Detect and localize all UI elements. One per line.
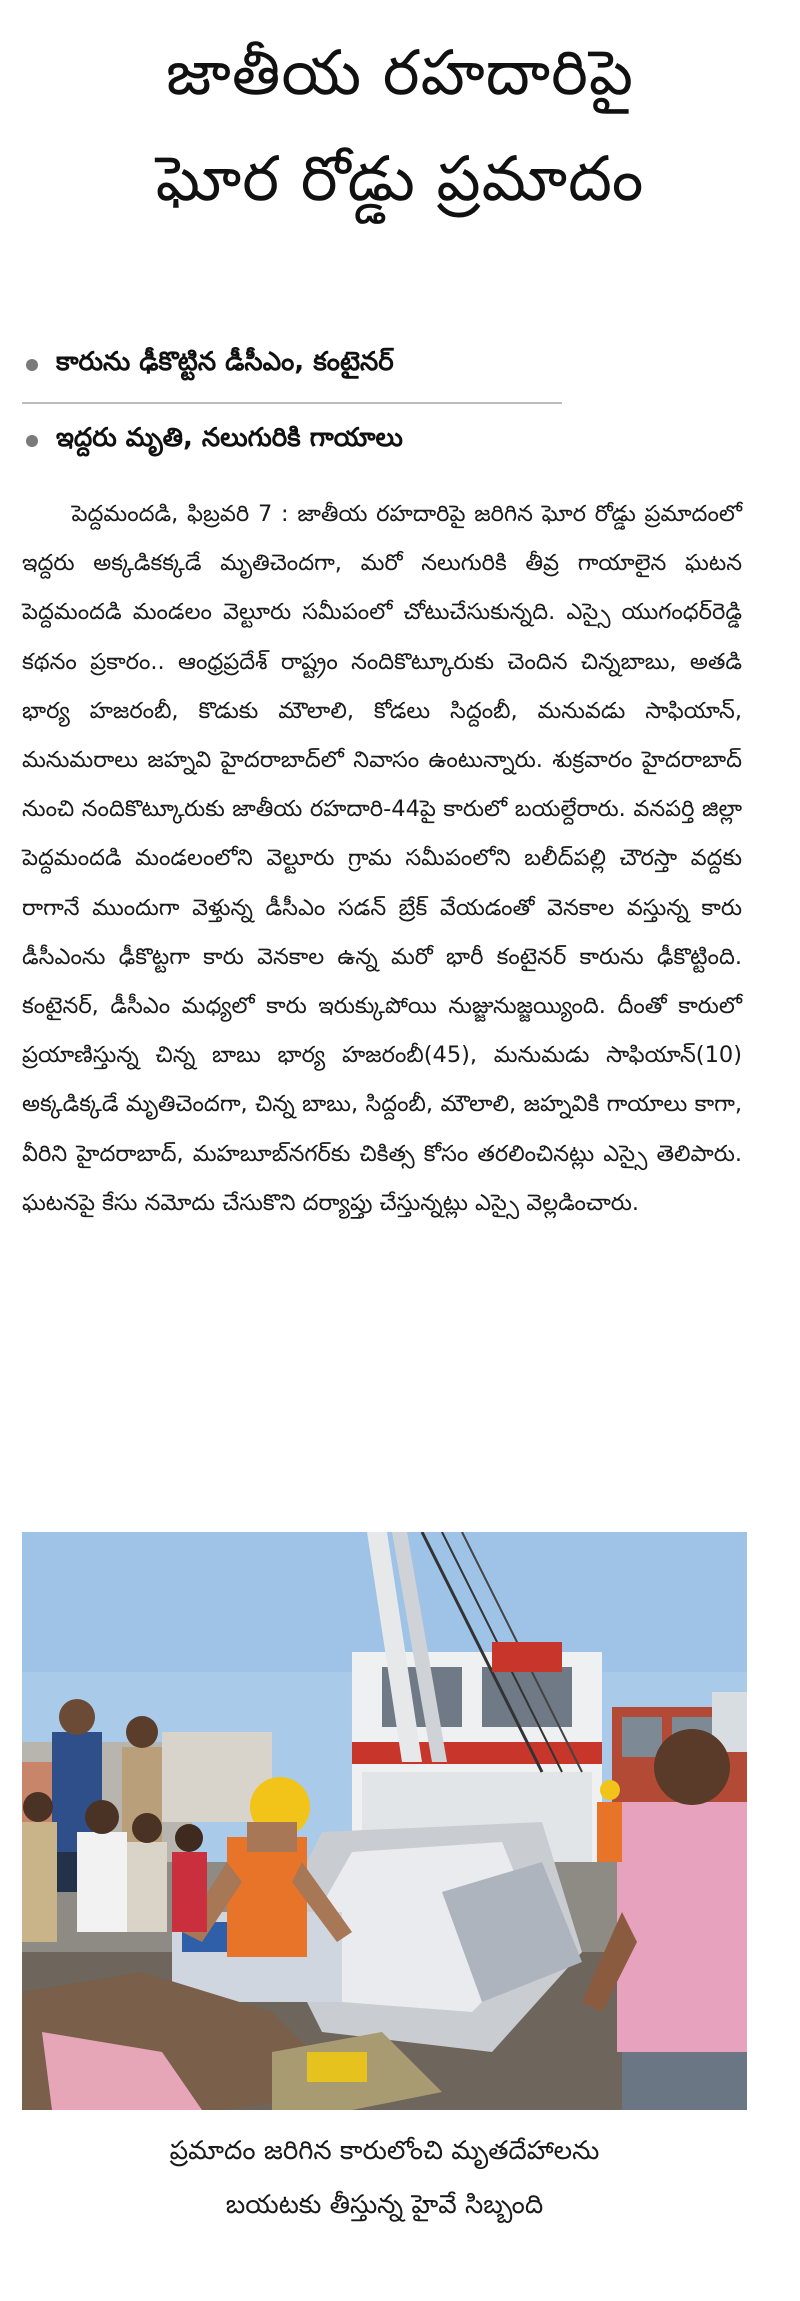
accident-scene-photo [22,1532,747,2110]
bullet-text: కారును ఢీకొట్టిన డీసీఎం, కంటైనర్ [56,347,394,377]
caption-line-2: బయటకు తీస్తున్న హైవే సిబ్బంది [225,2190,544,2220]
headline-line-2: ఘోర రోడ్డు ప్రమాదం [155,142,645,215]
bullet-dot-icon [26,359,38,371]
bullet-item [22,404,562,478]
bullet-text: ఇద్దరు మృతి, నలుగురికి గాయాలు [56,423,403,453]
bullet-item [22,328,562,404]
caption-line-1: ప్రమాదం జరిగిన కారులోంచి మృతదేహాలను [169,2136,600,2166]
headline [0,20,800,232]
subheading-bullets [22,328,562,478]
headline-line-1: జాతీయ రహదారిపై [166,36,634,109]
article-body: పెద్దమందడి, ఫిబ్రవరి 7 : జాతీయ రహదారిపై జరిగిన ఘోర రోడ్డు ప్రమాదంలో ఇద్దరు అక్కడికక్కడే మృతిచెందగా, మరో నలుగురికి తీవ్ర గాయాలైన ఘటన పెద్దమందడి మండలం వెల్టూరు సమీపంలో చోటుచేసుకున్నది. ఎస్సై యుగంధర్‌రెడ్డి కథనం ప్రకారం.. ఆంధ్రప్రదేశ్ రాష్ట్రం నందికొట్కూరుకు చెందిన చిన్నబాబు, అతడి భార్య హజరంబీ, కొడుకు మౌలాలి, కోడలు సిద్దంబీ, మనువడు సాఫియాన్, మనుమరాలు జహ్నవి హైదరాబాద్‌లో నివాసం ఉంటున్నారు. శుక్రవారం హైదరాబాద్ నుంచి నందికొట్కూరుకు జాతీయ రహదారి-44పై కారులో బయల్దేరారు. వనపర్తి జిల్లా పెద్దమందడి మండలంలోని వెల్టూరు గ్రామ సమీపంలోని బలీద్‌పల్లి చౌరస్తా వద్దకు రాగానే ముందుగా వెళ్తున్న డీసీఎం సడన్ బ్రేక్ వేయడంతో వెనకాల వస్తున్న కారు డీసీఎంను ఢీకొట్టగా కారు వెనకాల ఉన్న మరో భారీ కంటైనర్ కారును ఢీకొట్టింది. కంటైనర్, డీసీఎం మధ్యలో కారు ఇరుక్కుపోయి నుజ్జునుజ్జయ్యింది. దీంతో కారులో ప్రయాణిస్తున్న చిన్న బాబు భార్య హజరంబీ(45), మనుమడు సాఫియాన్(10) అక్కడిక్కడే మృతిచెందగా, చిన్న బాబు, సిద్దంబీ, మౌలాలి, జహ్నవికి గాయాలు కాగా, వీరిని హైదరాబాద్, మహబూబ్‌నగర్‌కు చికిత్స కోసం తరలించినట్లు ఎస్సై తెలిపారు. ఘటనపై కేసు నమోదు చేసుకొని దర్యాప్తు చేస్తున్నట్లు ఎస్సై వెల్లడించారు. [22,501,742,1216]
photo-caption [22,2124,747,2232]
bullet-dot-icon [26,435,38,447]
